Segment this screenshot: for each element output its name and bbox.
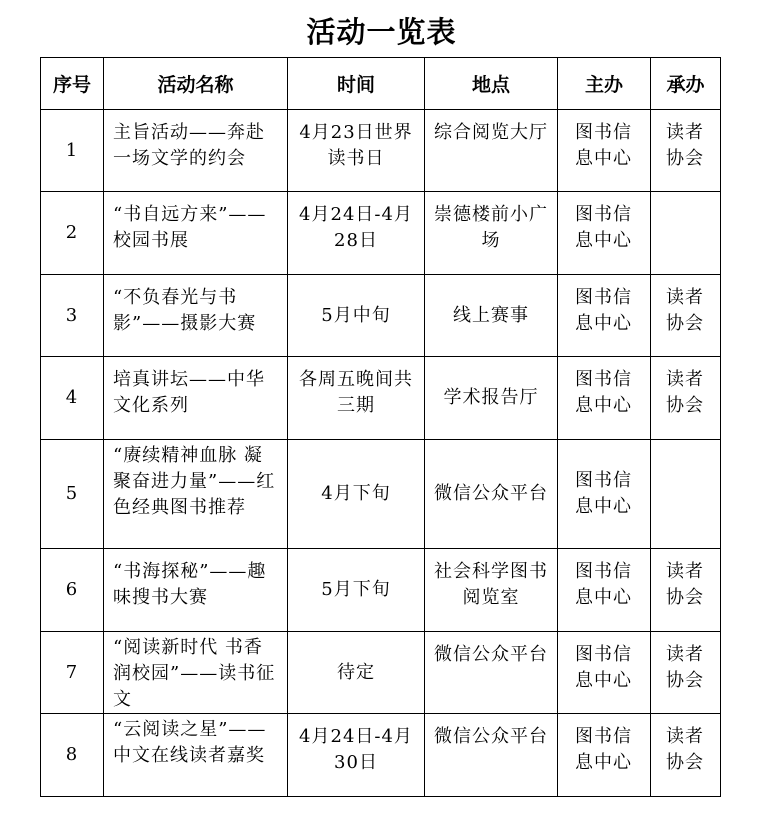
cell-place: 微信公众平台 (425, 632, 558, 714)
cell-time: 5月中旬 (288, 275, 425, 357)
header-name: 活动名称 (104, 58, 288, 110)
cell-place: 微信公众平台 (425, 714, 558, 797)
cell-place: 微信公众平台 (425, 440, 558, 549)
cell-host: 图书信息中心 (558, 632, 651, 714)
header-time: 时间 (288, 58, 425, 110)
cell-no: 1 (41, 110, 104, 192)
cell-co-host: 读者协会 (651, 549, 721, 632)
cell-no: 3 (41, 275, 104, 357)
cell-name: “不负春光与书影”——摄影大赛 (104, 275, 288, 357)
header-co-host: 承办 (651, 58, 721, 110)
cell-host: 图书信息中心 (558, 275, 651, 357)
table-row (41, 110, 721, 192)
header-host: 主办 (558, 58, 651, 110)
table-row (41, 714, 721, 797)
cell-co-host: 读者协会 (651, 275, 721, 357)
activity-table (40, 57, 721, 797)
cell-no: 5 (41, 440, 104, 549)
cell-no: 8 (41, 714, 104, 797)
cell-time: 待定 (288, 632, 425, 714)
cell-place: 综合阅览大厅 (425, 110, 558, 192)
cell-co-host: 读者协会 (651, 357, 721, 440)
table-row (41, 549, 721, 632)
table-row (41, 632, 721, 714)
cell-place: 线上赛事 (425, 275, 558, 357)
header-row (41, 58, 721, 110)
cell-host: 图书信息中心 (558, 440, 651, 549)
cell-time: 4月24日-4月28日 (288, 192, 425, 275)
cell-time: 4月24日-4月30日 (288, 714, 425, 797)
cell-host: 图书信息中心 (558, 714, 651, 797)
table-row (41, 357, 721, 440)
cell-co-host: 读者协会 (651, 714, 721, 797)
table-row (41, 440, 721, 549)
cell-name: “云阅读之星”——中文在线读者嘉奖 (104, 714, 288, 797)
table-row (41, 192, 721, 275)
cell-co-host (651, 440, 721, 549)
header-no: 序号 (41, 58, 104, 110)
cell-place: 社会科学图书阅览室 (425, 549, 558, 632)
cell-name: 培真讲坛——中华文化系列 (104, 357, 288, 440)
cell-place: 崇德楼前小广场 (425, 192, 558, 275)
table-row (41, 275, 721, 357)
cell-name: “赓续精神血脉 凝聚奋进力量”——红色经典图书推荐 (104, 440, 288, 549)
cell-no: 2 (41, 192, 104, 275)
cell-co-host: 读者协会 (651, 632, 721, 714)
cell-host: 图书信息中心 (558, 110, 651, 192)
cell-co-host (651, 192, 721, 275)
cell-no: 7 (41, 632, 104, 714)
cell-time: 4月23日世界读书日 (288, 110, 425, 192)
cell-time: 4月下旬 (288, 440, 425, 549)
cell-no: 6 (41, 549, 104, 632)
cell-no: 4 (41, 357, 104, 440)
cell-host: 图书信息中心 (558, 357, 651, 440)
cell-host: 图书信息中心 (558, 549, 651, 632)
header-place: 地点 (425, 58, 558, 110)
cell-name: “书自远方来”——校园书展 (104, 192, 288, 275)
cell-time: 各周五晚间共三期 (288, 357, 425, 440)
document-title: 活动一览表 (306, 15, 457, 49)
cell-time: 5月下旬 (288, 549, 425, 632)
cell-name: 主旨活动——奔赴一场文学的约会 (104, 110, 288, 192)
cell-name: “阅读新时代 书香润校园”——读书征文 (104, 632, 288, 714)
cell-name: “书海探秘”——趣味搜书大赛 (104, 549, 288, 632)
cell-co-host: 读者协会 (651, 110, 721, 192)
cell-host: 图书信息中心 (558, 192, 651, 275)
cell-place: 学术报告厅 (425, 357, 558, 440)
